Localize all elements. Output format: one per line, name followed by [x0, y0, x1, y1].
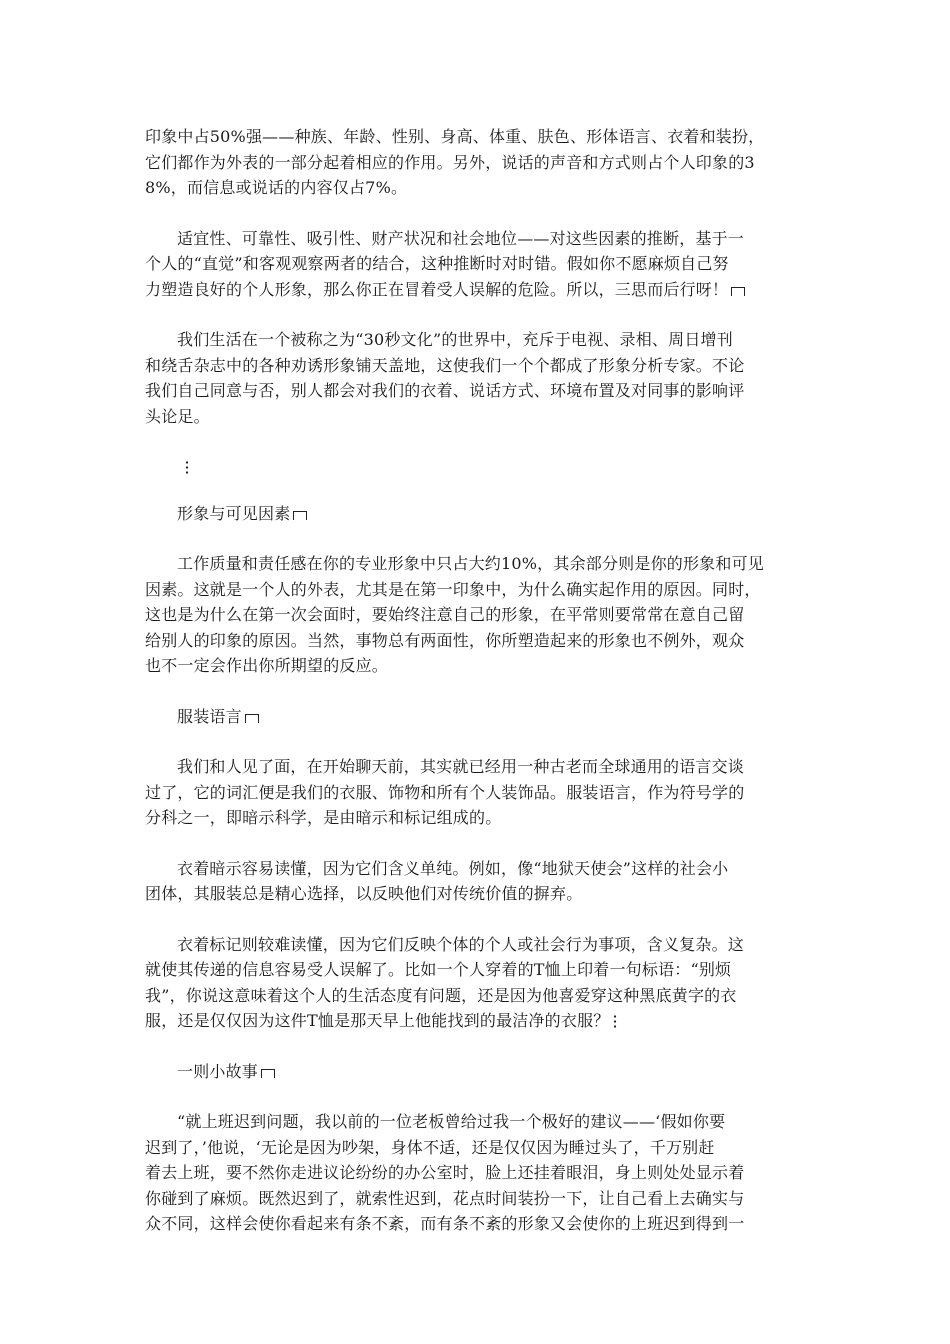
paragraph-clothing-markers [145, 932, 805, 1034]
paragraph-meeting-people: 我们和人见了面，在开始聊天前，其实就已经用一种古老而全球通用的语言交谈 过了，它的词汇便是我们的衣服、饰物和所有个人装饰品。服装语言，作为符号学的 分科之一，即暗示科学，是由暗示和标记组成的。 [145, 757, 745, 827]
section-heading-short-story [145, 1059, 805, 1085]
paragraph-clothing-markers-text: 衣着标记则较难读懂，因为它们反映个体的个人或社会行为事项，含义复杂。这 就使其传递的信息容易受人误解了。比如一个人穿着的T恤上印着一句标语：“别烦 我”，你说这意味着这个人的生活态度有问题，还是因为他喜爱穿这种黑底黄字的衣 服，还是仅仅因为这件T恤是那天早上他能找到的最洁净的衣服？ [145, 934, 745, 1030]
paragraph-mark-icon [731, 287, 745, 296]
ellipsis-marker [145, 454, 805, 480]
heading-text: 一则小故事 [177, 1061, 259, 1081]
paragraph-30-second-culture: 我们生活在一个被称之为“30秒文化”的世界中，充斥于电视、录相、周日增刊 和绕舌杂志中的各种劝诱形象铺天盖地，这使我们一个个都成了形象分析专家。不论 我们自己同意与否，别人都会对我们的衣着、说话方式、环境布置及对同事的影响评 头论足。 [145, 330, 745, 426]
paragraph-mark-icon [293, 511, 307, 520]
paragraph-work-quality: 工作质量和责任感在你的专业形象中只占大约10%，其余部分则是你的形象和可见 因素。这就是一个人的外表，尤其是在第一印象中，为什么确实起作用的原因。同时， 这也是为什么在第一次会面时，要始终注意自己的形象，在平常则要常常在意自己留 给别人的印象的原因。当然，事物总有两面性，你所塑造起来的形象也不例外，观众 也不一定会作出你所期望的反应。 [145, 554, 764, 675]
vertical-ellipsis-icon [185, 460, 189, 474]
document-body [145, 124, 805, 1262]
paragraph-late-to-work-story: “就上班迟到问题，我以前的一位老板曾给过我一个极好的建议——‘假如你要 迟到了，’他说，‘无论是因为吵架，身体不适，还是仅仅因为睡过头了，千万别赶 着去上班，要不然你走进议论纷纷的办公室时，脸上还挂着眼泪，身上则处处显示着 你碰到了麻烦。既然迟到了，就索性迟到，花点时间装扮一下，让自己看上去确实与 众不同，这样会使你看起来有条不紊，而有条不紊的形象又会使你的上班迟到得到一 [145, 1112, 745, 1233]
paragraph-mark-icon [261, 1069, 275, 1078]
section-heading-clothing-language [145, 704, 805, 730]
paragraph-mark-icon [245, 714, 259, 723]
paragraph-impression-factors: 印象中占50%强——种族、年龄、性别、身高、体重、肤色、形体语言、衣着和装扮， 它们都作为外表的一部分起着相应的作用。另外，说话的声音和方式则占个人印象的3 8%，而信息或说话的内容仅占7%。 [145, 127, 765, 197]
paragraph-clothing-cues: 衣着暗示容易读懂，因为它们含义单纯。例如，像“地狱天使会”这样的社会小 团体，其服装总是精心选择，以反映他们对传统价值的摒弃。 [145, 858, 729, 903]
paragraph-inference-text: 适宜性、可靠性、吸引性、财产状况和社会地位——对这些因素的推断，基于一 个人的“直觉”和客观观察两者的结合，这种推断时对时错。假如你不愿麻烦自己努 力塑造良好的个人形象，那么你正在冒着受人误解的危险。所以，三思而后行呀！ [145, 228, 745, 299]
heading-text: 服装语言 [177, 706, 242, 726]
section-heading-image-visible-factors [145, 501, 805, 527]
heading-text: 形象与可见因素 [177, 503, 291, 523]
vertical-ellipsis-icon [613, 1014, 617, 1028]
paragraph-inference-factors [145, 226, 805, 303]
